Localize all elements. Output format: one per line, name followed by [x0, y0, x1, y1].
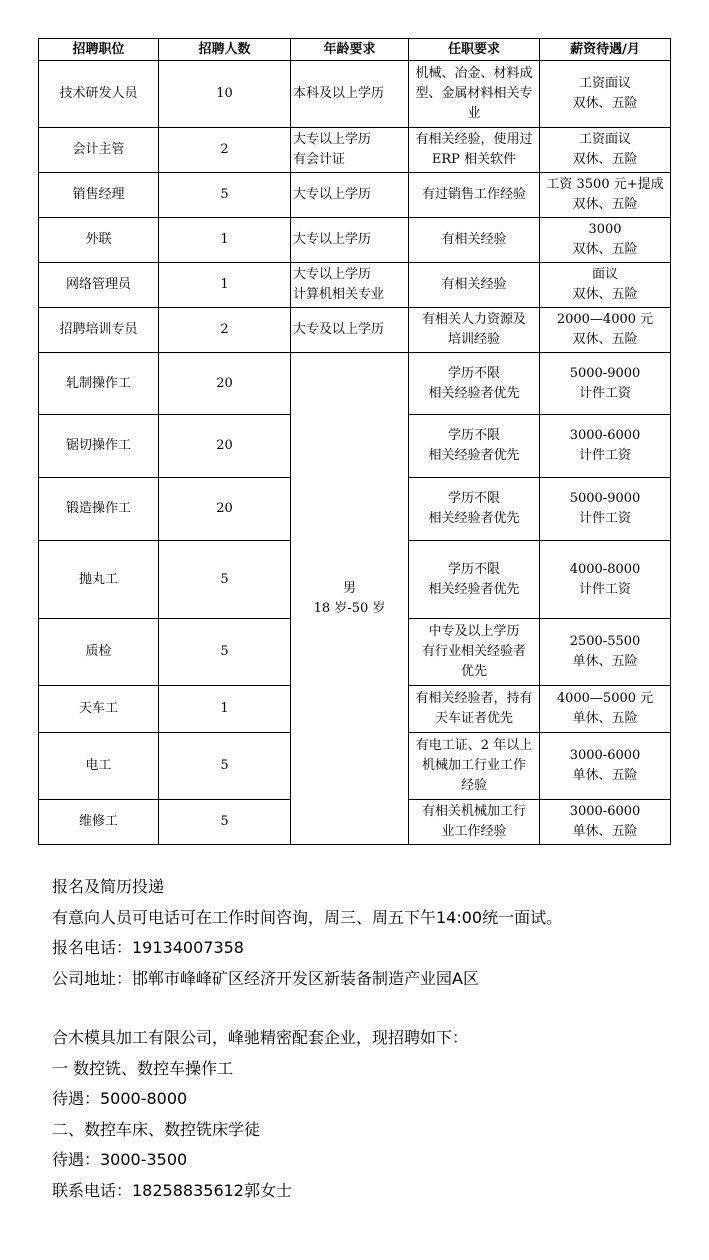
contact-info [52, 872, 702, 1206]
second-company-intro: 合木模具加工有限公司，峰驰精密配套企业，现招聘如下： [52, 1028, 469, 1047]
cell-salary: 3000 双休、五险 [540, 218, 671, 263]
header-count: 招聘人数 [159, 39, 291, 61]
cell-position: 质检 [39, 619, 159, 686]
cell-requirement: 学历不限 相关经验者优先 [409, 478, 540, 541]
cell-requirement: 中专及以上学历 有行业相关经验者 优先 [409, 619, 540, 686]
second-contact-phone: 联系电话：18258835612郭女士 [52, 1180, 292, 1200]
cell-position: 招聘培训专员 [39, 308, 159, 353]
cell-position: 外联 [39, 218, 159, 263]
cell-age: 本科及以上学历 [291, 61, 409, 128]
cell-count: 10 [159, 61, 291, 128]
header-age: 年龄要求 [291, 39, 409, 61]
cell-age: 大专及以上学历 [291, 308, 409, 353]
cell-count: 5 [159, 733, 291, 800]
cell-age: 大专以上学历 [291, 218, 409, 263]
cell-count: 1 [159, 686, 291, 733]
cell-position: 轧制操作工 [39, 353, 159, 415]
cell-requirement: 有过销售工作经验 [409, 173, 540, 218]
second-job-2: 二、数控车床、数控铣床学徒 [52, 1119, 261, 1139]
cell-position: 技术研发人员 [39, 61, 159, 128]
second-pay-2: 待遇：3000-3500 [52, 1150, 188, 1169]
cell-position: 抛丸工 [39, 541, 159, 619]
cell-position: 锻造操作工 [39, 478, 159, 541]
cell-requirement: 机械、冶金、材料成 型、金属材料相关专 业 [409, 61, 540, 128]
header-requirement: 任职要求 [409, 39, 540, 61]
cell-age-merged: 男 18 岁-50 岁 [291, 353, 409, 845]
cell-requirement: 有相关机械加工行 业工作经验 [409, 800, 540, 845]
cell-position: 锯切操作工 [39, 415, 159, 478]
signup-heading: 报名及简历投递 [52, 877, 165, 896]
cell-salary: 面议 双休、五险 [540, 263, 671, 308]
company-address: 公司地址：邯郸市峰峰矿区经济开发区新装备制造产业园A区 [52, 968, 479, 988]
cell-count: 20 [159, 415, 291, 478]
cell-age: 大专以上学历 计算机相关专业 [291, 263, 409, 308]
cell-requirement: 有相关经验 [409, 263, 540, 308]
table-row [39, 353, 671, 415]
recruitment-table [38, 38, 671, 845]
table-row [39, 61, 671, 128]
cell-requirement: 有电工证、2 年以上 机械加工行业工作 经验 [409, 733, 540, 800]
cell-salary: 工资面议 双休、五险 [540, 61, 671, 128]
cell-requirement: 有相关人力资源及 培训经验 [409, 308, 540, 353]
signup-phone: 报名电话：19134007358 [52, 938, 244, 957]
header-salary: 薪资待遇/月 [540, 39, 671, 61]
cell-requirement: 学历不限 相关经验者优先 [409, 353, 540, 415]
cell-count: 1 [159, 218, 291, 263]
cell-count: 20 [159, 353, 291, 415]
cell-count: 5 [159, 619, 291, 686]
cell-position: 网络管理员 [39, 263, 159, 308]
cell-salary: 2000—4000 元 双休、五险 [540, 308, 671, 353]
cell-count: 5 [159, 800, 291, 845]
table-row [39, 308, 671, 353]
cell-age: 大专以上学历 [291, 173, 409, 218]
table-row [39, 263, 671, 308]
cell-salary: 2500-5500 单休、五险 [540, 619, 671, 686]
cell-count: 5 [159, 173, 291, 218]
cell-position: 电工 [39, 733, 159, 800]
cell-age: 大专以上学历 有会计证 [291, 128, 409, 173]
cell-position: 天车工 [39, 686, 159, 733]
cell-count: 2 [159, 128, 291, 173]
spacer [52, 994, 702, 1023]
cell-count: 20 [159, 478, 291, 541]
table-row [39, 128, 671, 173]
cell-salary: 3000-6000 单休、五险 [540, 733, 671, 800]
cell-count: 2 [159, 308, 291, 353]
cell-requirement: 有相关经验，使用过 ERP 相关软件 [409, 128, 540, 173]
cell-count: 1 [159, 263, 291, 308]
interview-note: 有意向人员可电话可在工作时间咨询，周三、周五下午14:00统一面试。 [52, 907, 563, 927]
table-row [39, 218, 671, 263]
cell-requirement: 有相关经验 [409, 218, 540, 263]
cell-requirement: 学历不限 相关经验者优先 [409, 541, 540, 619]
cell-salary: 工资面议 双休、五险 [540, 128, 671, 173]
second-pay-1: 待遇：5000-8000 [52, 1089, 188, 1108]
cell-salary: 5000-9000 计件工资 [540, 353, 671, 415]
table-header-row [39, 39, 671, 61]
header-position: 招聘职位 [39, 39, 159, 61]
cell-count: 5 [159, 541, 291, 619]
cell-salary: 工资 3500 元+提成 双休、五险 [540, 173, 671, 218]
second-job-1: 一 数控铣、数控车操作工 [52, 1058, 234, 1078]
cell-requirement: 有相关经验者，持有 天车证者优先 [409, 686, 540, 733]
cell-position: 会计主管 [39, 128, 159, 173]
table-row [39, 173, 671, 218]
cell-salary: 4000-8000 计件工资 [540, 541, 671, 619]
cell-salary: 4000—5000 元 单休、五险 [540, 686, 671, 733]
cell-salary: 3000-6000 单休、五险 [540, 800, 671, 845]
cell-requirement: 学历不限 相关经验者优先 [409, 415, 540, 478]
cell-salary: 3000-6000 计件工资 [540, 415, 671, 478]
cell-position: 销售经理 [39, 173, 159, 218]
cell-position: 维修工 [39, 800, 159, 845]
cell-salary: 5000-9000 计件工资 [540, 478, 671, 541]
